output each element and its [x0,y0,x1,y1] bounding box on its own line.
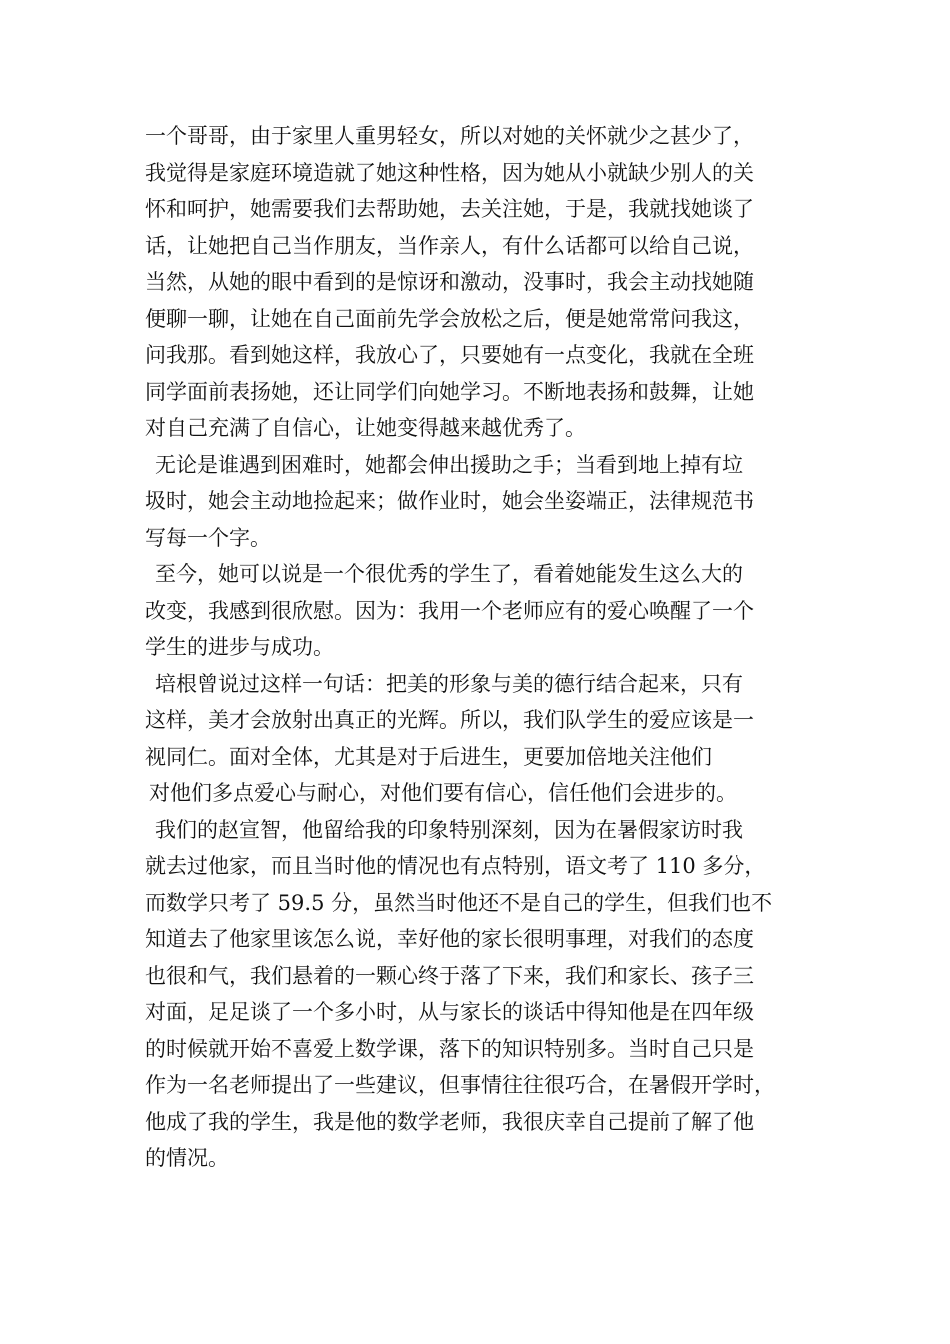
text-line: 视同仁。面对全体，尤其是对于后进生，更要加倍地关注他们 [145,744,712,769]
text-line: 而数学只考了 59.5 分，虽然当时他还不是自己的学生，但我们也不 [145,890,773,915]
text-line: 就去过他家，而且当时他的情况也有点特别，语文考了 110 多分， [145,854,766,878]
text-line: 学生的进步与成功。 [145,635,334,659]
text-line: 知道去了他家里该怎么说，幸好他的家长很明事理，对我们的态度 [145,927,754,951]
text-line: 我们的赵宣智，他留给我的印象特别深刻，因为在暑假家访时我 [155,817,743,842]
text-line: 对他们多点爱心与耐心，对他们要有信心，信任他们会进步的。 [149,781,737,805]
text-line: 这样，美才会放射出真正的光辉。所以，我们队学生的爱应该是一 [145,708,754,732]
text-line: 的时候就开始不喜爱上数学课，落下的知识特别多。当时自己只是 [145,1036,754,1061]
text-line: 便聊一聊，让她在自己面前先学会放松之后，便是她常常问我这， [145,306,754,331]
text-line: 怀和呵护，她需要我们去帮助她，去关注她，于是，我就找她谈了 [145,197,754,221]
text-line: 我觉得是家庭环境造就了她这种性格，因为她从小就缺少别人的关 [145,160,754,185]
text-line: 的情况。 [145,1146,229,1170]
text-line: 他成了我的学生，我是他的数学老师，我很庆幸自己提前了解了他 [145,1109,754,1134]
paragraph [145,556,825,666]
document-body [145,118,825,1177]
paragraph [145,812,825,1177]
text-line: 对自己充满了自信心，让她变得越来越优秀了。 [145,416,586,440]
text-line: 话，让她把自己当作朋友，当作亲人，有什么话都可以给自己说， [145,233,754,258]
text-line: 作为一名老师提出了一些建议，但事情往往很巧合，在暑假开学时， [145,1073,775,1097]
text-line: 圾时，她会主动地捡起来；做作业时，她会坐姿端正，法律规范书 [145,489,754,513]
text-line: 写每一个字。 [145,525,271,550]
text-line: 当然，从她的眼中看到的是惊讶和激动，没事时，我会主动找她随 [145,270,754,294]
text-line: 无论是谁遇到困难时，她都会伸出援助之手；当看到地上掉有垃 [155,452,743,477]
text-line: 至今，她可以说是一个很优秀的学生了，看着她能发生这么大的 [155,562,743,586]
text-line: 对面，足足谈了一个多小时，从与家长的谈话中得知他是在四年级 [145,1000,754,1024]
paragraph [145,775,825,812]
text-line: 问我那。看到她这样，我放心了，只要她有一点变化，我就在全班 [145,343,754,367]
paragraph [145,447,825,557]
text-line: 培根曾说过这样一句话：把美的形象与美的德行结合起来，只有 [155,671,743,696]
text-line: 改变，我感到很欣慰。因为：我用一个老师应有的爱心唤醒了一个 [145,598,754,623]
paragraph [145,118,825,447]
text-line: 同学面前表扬她，还让同学们向她学习。不断地表扬和鼓舞，让她 [145,379,754,404]
text-line: 一个哥哥，由于家里人重男轻女，所以对她的关怀就少之甚少了， [145,124,754,148]
paragraph [145,666,825,776]
text-line: 也很和气，我们悬着的一颗心终于落了下来，我们和家长、孩子三 [145,963,754,988]
